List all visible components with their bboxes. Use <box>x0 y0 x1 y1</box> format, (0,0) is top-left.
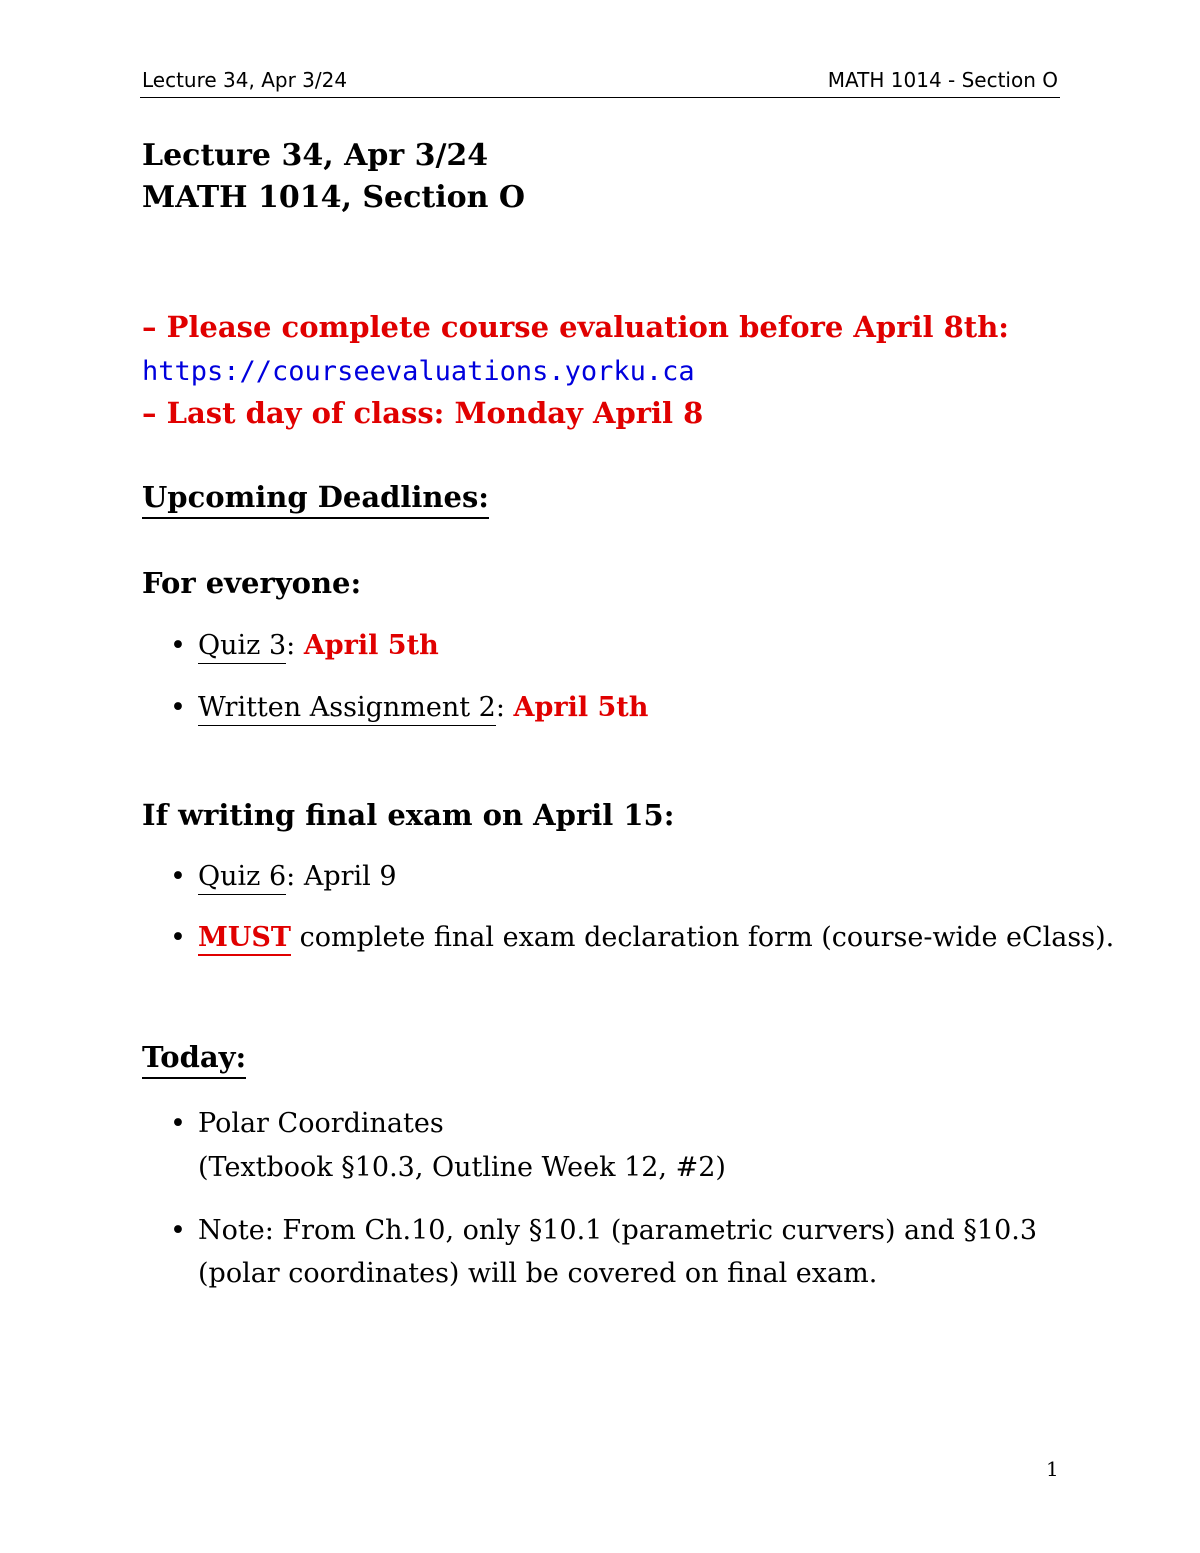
item-line-2: (polar coordinates) will be covered on final exam. <box>198 1258 878 1289</box>
item-rest: : April 9 <box>286 861 397 892</box>
list-item <box>170 630 439 661</box>
item-due-date: April 5th <box>513 692 649 723</box>
last-day-notice: – Last day of class: Monday April 8 <box>142 396 704 430</box>
bullet-icon: • <box>170 692 186 723</box>
list-item <box>170 1215 1037 1246</box>
bullet-icon: • <box>170 1215 186 1246</box>
list-item <box>170 1108 444 1139</box>
today-heading-text: Today: <box>142 1040 246 1079</box>
bullet-icon: • <box>170 922 186 953</box>
page-number: 1 <box>1046 1457 1059 1481</box>
bullet-icon: • <box>170 630 186 661</box>
item-rest: complete final exam declaration form (course-wide eClass). <box>291 922 1115 953</box>
running-header-left: Lecture 34, Apr 3/24 <box>142 68 348 92</box>
item-label: Written Assignment 2 <box>198 692 496 726</box>
item-label: Quiz 3 <box>198 630 286 664</box>
course-evaluation-link[interactable]: https://courseevaluations.yorku.ca <box>142 356 695 387</box>
bullet-icon: • <box>170 861 186 892</box>
item-due-date: April 5th <box>303 630 439 661</box>
upcoming-deadlines-heading-text: Upcoming Deadlines: <box>142 480 489 519</box>
final-exam-heading: If writing final exam on April 15: <box>142 798 675 832</box>
item-line-2: (Textbook §10.3, Outline Week 12, #2) <box>198 1152 726 1183</box>
title-line-1: Lecture 34, Apr 3/24 <box>142 138 489 173</box>
for-everyone-heading: For everyone: <box>142 566 362 600</box>
item-line-1: Note: From Ch.10, only §10.1 (parametric curvers) and §10.3 <box>198 1215 1038 1246</box>
today-heading <box>142 1040 246 1074</box>
list-item <box>170 692 648 723</box>
course-evaluation-notice: – Please complete course evaluation before April 8th: <box>142 310 1009 344</box>
list-item <box>170 922 1114 953</box>
item-label: Quiz 6 <box>198 861 286 895</box>
header-rule <box>140 97 1060 98</box>
item-line-1: Polar Coordinates <box>198 1108 444 1139</box>
list-item <box>170 861 397 892</box>
must-emphasis: MUST <box>198 922 291 956</box>
running-header-right: MATH 1014 - Section O <box>827 68 1058 92</box>
item-separator: : <box>495 692 514 723</box>
title-line-2: MATH 1014, Section O <box>142 180 526 215</box>
item-separator: : <box>286 630 304 661</box>
upcoming-deadlines-heading <box>142 480 489 514</box>
bullet-icon: • <box>170 1108 186 1139</box>
